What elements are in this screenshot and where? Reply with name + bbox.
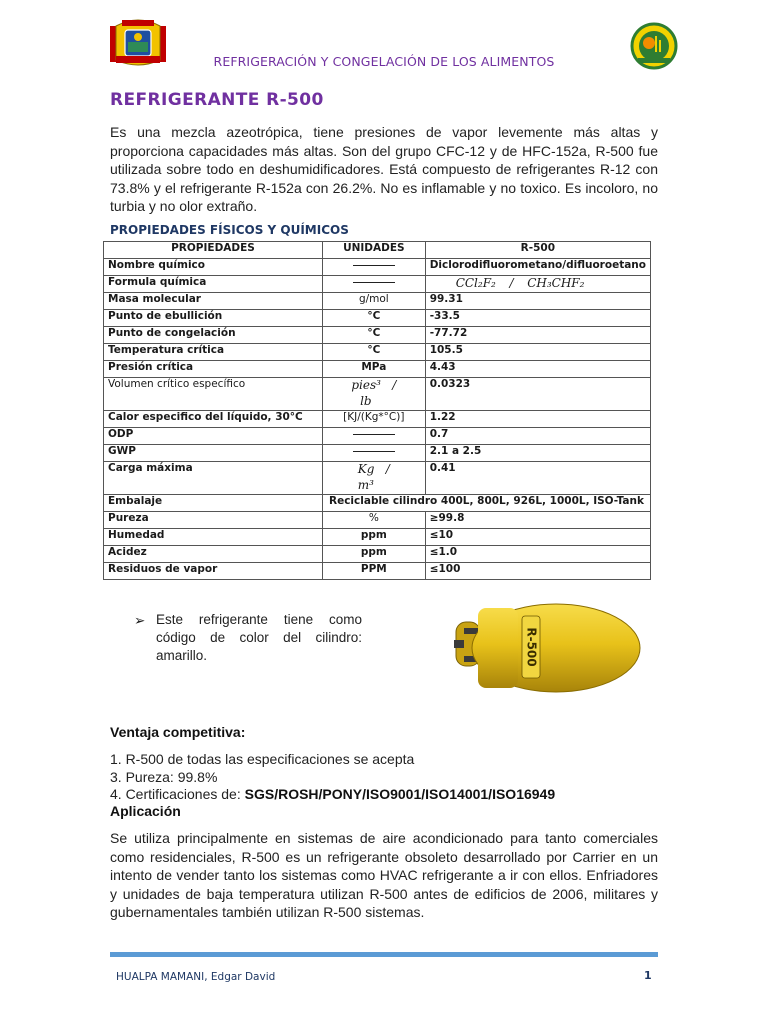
ventaja-item-1: 1. R-500 de todas las especificaciones se acepta	[110, 751, 415, 767]
property-label: ODP	[104, 428, 323, 445]
property-value: Diclorodifluorometano/difluoroetano	[425, 259, 650, 276]
cylinder-color-note: Este refrigerante tiene como código de color del cilindro: amarillo.	[156, 612, 362, 663]
document-title: REFRIGERANTE R-500	[110, 90, 324, 110]
property-unit-fraction	[322, 462, 425, 495]
table-row	[104, 411, 651, 428]
unit-slash: /	[392, 378, 397, 392]
property-unit: °C	[322, 327, 425, 344]
table-row	[104, 546, 651, 563]
table-row	[104, 293, 651, 310]
table-row	[104, 259, 651, 276]
property-value: ≤100	[425, 563, 650, 580]
property-unit-fraction	[322, 378, 425, 411]
property-value: 2.1 a 2.5	[425, 445, 650, 462]
table-row	[104, 361, 651, 378]
formula-r12: CCl₂F₂	[455, 276, 496, 290]
property-label: Acidez	[104, 546, 323, 563]
property-value: ≥99.8	[425, 512, 650, 529]
header-properties: PROPIEDADES	[104, 242, 323, 259]
page-number: 1	[644, 969, 652, 982]
property-value: Reciclable cilindro 400L, 800L, 926L, 1000L, ISO-Tank	[322, 495, 650, 512]
property-label: Humedad	[104, 529, 323, 546]
header-title: REFRIGERACIÓN Y CONGELACIÓN DE LOS ALIMENTOS	[213, 54, 555, 69]
table-row	[104, 428, 651, 445]
table-row	[104, 378, 651, 411]
yellow-cylinder-image	[452, 598, 644, 698]
intro-paragraph: Es una mezcla azeotrópica, tiene presiones de vapor levemente más altas y proporciona capacidades más altas. Son del grupo CFC-12 y de HFC-152a, R-500 fue utilizada sobre todo en deshumidificadores. Está compuesto de refrigerantes R-12 con 73.8% y el refrigerante R-152a con 26.2%. No es inflamable y no toxico. Es incoloro, no turbia y no olor extraño.	[110, 124, 658, 215]
table-row	[104, 512, 651, 529]
footer-divider	[110, 952, 658, 957]
property-value: ≤1.0	[425, 546, 650, 563]
table-header-row	[104, 242, 651, 259]
property-label: GWP	[104, 445, 323, 462]
unit-denominator: lb	[360, 394, 372, 408]
property-label: Temperatura crítica	[104, 344, 323, 361]
property-label: Carga máxima	[104, 462, 323, 495]
property-label: Pureza	[104, 512, 323, 529]
table-row	[104, 310, 651, 327]
unit-dash	[322, 276, 425, 293]
footer-author: HUALPA MAMANI, Edgar David	[116, 971, 276, 983]
table-row	[104, 276, 651, 293]
unit-numerator: pies³	[351, 378, 381, 392]
header-r500: R-500	[425, 242, 650, 259]
unit-slash: /	[385, 462, 390, 476]
property-label: Presión crítica	[104, 361, 323, 378]
property-label: Residuos de vapor	[104, 563, 323, 580]
cylinder-label-text: R-500	[524, 627, 539, 667]
table-row	[104, 445, 651, 462]
property-unit: °C	[322, 310, 425, 327]
properties-section-title: PROPIEDADES FÍSICOS Y QUÍMICOS	[110, 223, 349, 237]
property-label: Nombre químico	[104, 259, 323, 276]
ventaja-item-3: 3. Pureza: 99.8%	[110, 769, 218, 785]
formula-r152a: CH₃CHF₂	[527, 276, 585, 290]
unit-dash	[322, 428, 425, 445]
property-value: 0.7	[425, 428, 650, 445]
property-label: Calor especifico del líquido, 30°C	[104, 411, 323, 428]
property-label: Volumen crítico específico	[104, 378, 323, 411]
unit-dash	[322, 259, 425, 276]
property-value: ≤10	[425, 529, 650, 546]
unit-dash	[322, 445, 425, 462]
property-unit: °C	[322, 344, 425, 361]
property-value: -77.72	[425, 327, 650, 344]
property-value: 0.41	[425, 462, 650, 495]
table-row	[104, 495, 651, 512]
header-units: UNIDADES	[322, 242, 425, 259]
table-row	[104, 529, 651, 546]
property-value: 0.0323	[425, 378, 650, 411]
cylinder-label	[522, 616, 540, 678]
unit-denominator: m³	[357, 478, 374, 492]
chemical-formula	[425, 276, 650, 293]
property-unit: [KJ/(Kg*°C)]	[322, 411, 425, 428]
property-label: Embalaje	[104, 495, 323, 512]
property-unit: PPM	[322, 563, 425, 580]
property-label: Punto de congelación	[104, 327, 323, 344]
property-value: 1.22	[425, 411, 650, 428]
table-row	[104, 344, 651, 361]
property-unit: g/mol	[322, 293, 425, 310]
formula-separator: /	[509, 276, 514, 290]
property-unit: ppm	[322, 546, 425, 563]
property-value: -33.5	[425, 310, 650, 327]
property-value: 99.31	[425, 293, 650, 310]
aplicacion-title: Aplicación	[110, 803, 181, 819]
property-value: 105.5	[425, 344, 650, 361]
table-row	[104, 327, 651, 344]
property-label: Punto de ebullición	[104, 310, 323, 327]
bullet-arrow-icon: ➢	[134, 613, 146, 628]
property-label: Formula química	[104, 276, 323, 293]
table-row	[104, 563, 651, 580]
property-value: 4.43	[425, 361, 650, 378]
ventaja-item-4	[110, 786, 555, 802]
unit-numerator: Kg	[357, 462, 375, 476]
property-label: Masa molecular	[104, 293, 323, 310]
ventaja-title: Ventaja competitiva:	[110, 724, 246, 740]
aplicacion-paragraph: Se utiliza principalmente en sistemas de aire acondicionado para tanto comerciales como residenciales, R-500 es un refrigerante obsoleto desarrollado por Carrier en un intento de vender tanto los sistemas como HVAC refrigerante a ir con ellos. Enfriadores y unidades de baja temperatura utilizan R-500 antes de edificios de 2006, militares y gubernamentales también utilizan R-500 sistemas.	[110, 830, 658, 921]
certifications-prefix: 4. Certificaciones de:	[110, 786, 245, 802]
properties-table	[103, 241, 651, 580]
table-row	[104, 462, 651, 495]
certifications-list: SGS/ROSH/PONY/ISO9001/ISO14001/ISO16949	[244, 786, 556, 802]
property-unit: %	[322, 512, 425, 529]
property-unit: ppm	[322, 529, 425, 546]
property-unit: MPa	[322, 361, 425, 378]
